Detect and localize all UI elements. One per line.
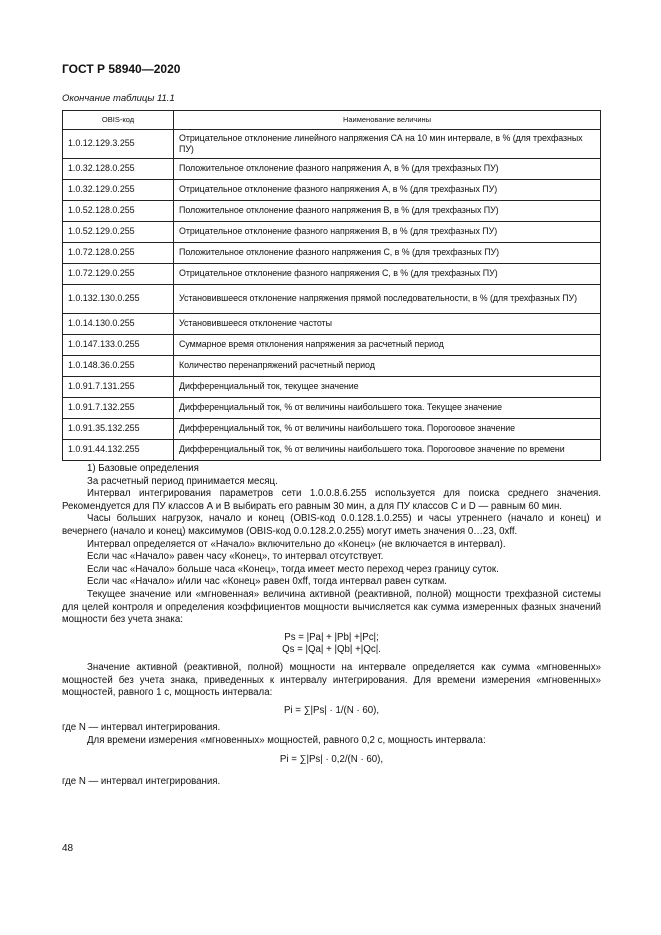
table-row: [63, 419, 601, 440]
table-header-row: [63, 111, 601, 130]
table-row: [63, 264, 601, 285]
paragraph: Для времени измерения «мгновенных» мощностей, равного 0,2 с, мощность интервала:: [87, 734, 486, 746]
obis-code-cell: 1.0.91.35.132.255: [63, 419, 174, 440]
table-row: [63, 440, 601, 461]
table-row: [63, 130, 601, 159]
quantity-name-cell: Суммарное время отклонения напряжения за расчетный период: [174, 335, 601, 356]
column-header-quantity-name: Наименование величины: [174, 111, 601, 130]
quantity-name-cell: Количество перенапряжений расчетный период: [174, 356, 601, 377]
formula-qs: Qs = |Qa| + |Qb| +|Qc|.: [282, 644, 381, 656]
obis-code-cell: 1.0.72.128.0.255: [63, 243, 174, 264]
table-row: [63, 285, 601, 314]
paragraph: Часы больших нагрузок, начало и конец (OBIS-код 0.0.128.1.0.255) и часы утреннего (начало и конец) и вечернего (начало и конец) максимумов (OBIS-код 0.0.128.2.0.255) могут иметь значения 0…23, 0xff.: [62, 513, 601, 537]
formula-ps: Ps = |Pa| + |Pb| +|Pc|;: [284, 631, 379, 643]
table-row: [63, 180, 601, 201]
obis-code-cell: 1.0.91.44.132.255: [63, 440, 174, 461]
quantity-name-cell: Положительное отклонение фазного напряжения В, в % (для трехфазных ПУ): [174, 201, 601, 222]
paragraph: Интервал определяется от «Начало» включительно до «Конец» (не включается в интервал).: [87, 538, 506, 550]
formula-pi-02s: Pi = ∑|Ps| · 0,2/(N · 60),: [279, 754, 384, 766]
table-row: [63, 398, 601, 419]
table-row: [63, 314, 601, 335]
table-row: [63, 335, 601, 356]
obis-code-cell: 1.0.147.133.0.255: [63, 335, 174, 356]
table-row: [63, 201, 601, 222]
obis-code-cell: 1.0.32.129.0.255: [63, 180, 174, 201]
paragraph: За расчетный период принимается месяц.: [87, 475, 278, 487]
table-row: [63, 159, 601, 180]
obis-code-cell: 1.0.12.129.3.255: [63, 130, 174, 159]
table-row: [63, 222, 601, 243]
table-caption: Окончание таблицы 11.1: [62, 93, 175, 104]
quantity-name-cell: Положительное отклонение фазного напряжения А, в % (для трехфазных ПУ): [174, 159, 601, 180]
table-body: [63, 130, 601, 461]
paragraph: Интервал интегрирования параметров сети 1.0.0.8.6.255 используется для поиска среднего значения. Рекомендуется для ПУ классов А и В выбирать его равным 30 мин, а для ПУ классов С и D — равным 60 мин.: [62, 488, 601, 512]
quantity-name-cell: Дифференциальный ток, текущее значение: [174, 377, 601, 398]
paragraph: Значение активной (реактивной, полной) мощности на интервале определяется как сумма «мгновенных» мощностей без учета знака, приведенных к интервалу интегрирования. Для времени измерения «мгновенных» мощностей, равного 1 с, мощность интервала:: [62, 661, 601, 699]
table-row: [63, 356, 601, 377]
quantity-name-cell: Установившееся отклонение напряжения прямой последовательности, в % (для трехфазных ПУ): [174, 285, 601, 314]
paragraph: Если час «Начало» и/или час «Конец» равен 0xff, тогда интервал равен суткам.: [87, 576, 447, 588]
obis-code-cell: 1.0.91.7.131.255: [63, 377, 174, 398]
quantity-name-cell: Отрицательное отклонение фазного напряжения В, в % (для трехфазных ПУ): [174, 222, 601, 243]
quantity-name-cell: Установившееся отклонение частоты: [174, 314, 601, 335]
quantity-name-cell: Положительное отклонение фазного напряжения С, в % (для трехфазных ПУ): [174, 243, 601, 264]
body-text: [62, 463, 601, 789]
quantity-name-cell: Дифференциальный ток, % от величины наибольшего тока. Порогоовое значение по времени: [174, 440, 601, 461]
document-header: ГОСТ Р 58940—2020: [62, 62, 181, 76]
obis-code-cell: 1.0.148.36.0.255: [63, 356, 174, 377]
obis-code-cell: 1.0.72.129.0.255: [63, 264, 174, 285]
quantity-name-cell: Отрицательное отклонение линейного напряжения СА на 10 мин интервале, в % (для трехфазных ПУ): [174, 130, 601, 159]
quantity-name-cell: Дифференциальный ток, % от величины наибольшего тока. Текущее значение: [174, 398, 601, 419]
obis-code-cell: 1.0.52.128.0.255: [63, 201, 174, 222]
table-row: [63, 377, 601, 398]
formula-pi-1s: Pi = ∑|Ps| · 1/(N · 60),: [283, 704, 380, 716]
quantity-name-cell: Отрицательное отклонение фазного напряжения С, в % (для трехфазных ПУ): [174, 264, 601, 285]
paragraph: Текущее значение или «мгновенная» величина активной (реактивной, полной) мощности трехфазной системы для целей контроля и определения коэффициентов мощности вычисляется как сумма измеренных фазных значений мощности без учета знака:: [62, 588, 601, 626]
paragraph: 1) Базовые определения: [87, 463, 199, 474]
obis-code-cell: 1.0.14.130.0.255: [63, 314, 174, 335]
quantity-name-cell: Дифференциальный ток, % от величины наибольшего тока. Порогоовое значение: [174, 419, 601, 440]
obis-code-cell: 1.0.52.129.0.255: [63, 222, 174, 243]
obis-code-cell: 1.0.132.130.0.255: [63, 285, 174, 314]
paragraph: Если час «Начало» больше часа «Конец», тогда имеет место переход через границу суток.: [87, 563, 499, 575]
paragraph: где N — интервал интегрирования.: [62, 722, 221, 734]
paragraph: Если час «Начало» равен часу «Конец», то интервал отсутствует.: [87, 551, 384, 563]
column-header-obis-code: OBIS-код: [63, 111, 174, 130]
quantity-name-cell: Отрицательное отклонение фазного напряжения А, в % (для трехфазных ПУ): [174, 180, 601, 201]
paragraph: где N — интервал интегрирования.: [62, 776, 221, 788]
page-number: 48: [62, 843, 74, 854]
obis-code-cell: 1.0.32.128.0.255: [63, 159, 174, 180]
obis-code-cell: 1.0.91.7.132.255: [63, 398, 174, 419]
table-row: [63, 243, 601, 264]
obis-table: [62, 110, 601, 461]
